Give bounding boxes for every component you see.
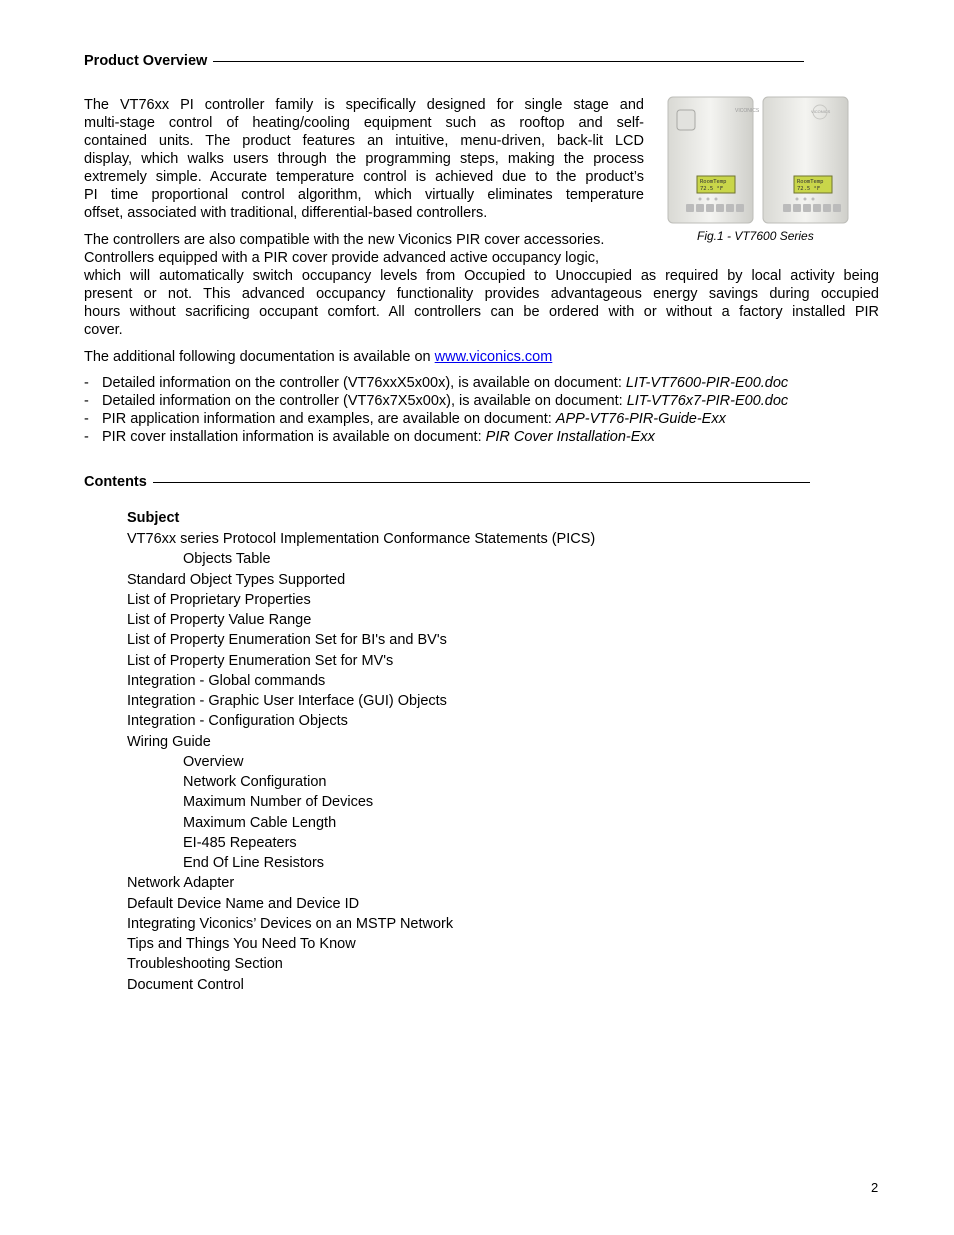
list-dash: - <box>84 411 89 427</box>
paragraph-line: contained units. The product features an intuitive, menu-driven, back-lit LCD <box>84 133 644 149</box>
contents-subject: Subject <box>127 510 180 526</box>
contents-item: List of Proprietary Properties <box>127 591 311 608</box>
contents-subitem: Objects Table <box>183 551 271 568</box>
doc-description: PIR cover installation information is available on document: <box>102 429 486 445</box>
svg-text:RoomTemp: RoomTemp <box>700 179 727 185</box>
doc-description: Detailed information on the controller (VT76x7X5x00x), is available on document: <box>102 393 627 409</box>
figure-caption: Fig.1 - VT7600 Series <box>697 229 814 243</box>
contents-item: Network Adapter <box>127 875 235 892</box>
list-dash: - <box>84 375 89 391</box>
paragraph-line: which will automatically switch occupancy levels from Occupied to Unoccupied as required by local activity being <box>84 268 879 284</box>
doc-name: LIT-VT76x7-PIR-E00.doc <box>626 393 789 409</box>
brand-logo-2: VICONICS <box>811 109 831 114</box>
contents-item: List of Property Enumeration Set for BI's and BV's <box>127 632 447 649</box>
contents-subitem: End Of Line Resistors <box>183 855 325 871</box>
svg-text:72.5 °F: 72.5 °F <box>700 186 724 192</box>
contents-item: Default Device Name and Device ID <box>127 895 360 912</box>
contents-subitem: Network Configuration <box>183 774 327 790</box>
contents-list <box>127 508 595 995</box>
paragraph-line: cover. <box>84 322 123 338</box>
product-overview-title: Product Overview <box>84 53 208 69</box>
doc-name: PIR Cover Installation-Exx <box>485 429 655 445</box>
contents-item: Integrating Viconics’ Devices on an MSTP Network <box>127 915 454 932</box>
contents-subitem: Maximum Cable Length <box>183 814 337 831</box>
doc-description: PIR application information and examples, are available on document: <box>102 411 556 427</box>
paragraph-line: multi-stage control of heating/cooling equipment such as rooftop and self- <box>84 115 644 131</box>
doc-list-item <box>84 428 788 446</box>
heading-rule <box>153 482 810 483</box>
paragraph-line: Controllers equipped with a PIR cover provide advanced active occupancy logic, <box>84 250 600 266</box>
contents-subitem: Overview <box>183 753 244 770</box>
viconics-link[interactable]: www.viconics.com <box>434 349 553 365</box>
contents-item: List of Property Value Range <box>127 612 312 628</box>
contents-item: Tips and Things You Need To Know <box>127 936 356 952</box>
brand-logo-1: VICONICS <box>735 108 760 114</box>
contents-item: Standard Object Types Supported <box>127 571 346 588</box>
svg-text:RoomTemp: RoomTemp <box>797 179 824 185</box>
contents-item: Integration - Graphic User Interface (GUI) Objects <box>127 693 447 709</box>
contents-item: Troubleshooting Section <box>127 956 283 973</box>
list-dash: - <box>84 429 89 445</box>
contents-heading <box>84 474 810 490</box>
doc-list-item <box>84 392 788 410</box>
contents-subitem: Maximum Number of Devices <box>183 794 374 811</box>
contents-subitem: EI-485 Repeaters <box>183 834 297 851</box>
paragraph-line: present or not. This advanced occupancy functionality provides advantageous energy savings during occupied <box>84 286 879 302</box>
thermostat-image <box>667 96 849 224</box>
paragraph-line: The VT76xx PI controller family is specifically designed for single stage and <box>84 97 644 113</box>
contents-item: Wiring Guide <box>127 733 211 750</box>
doc-description: Detailed information on the controller (VT76xxX5x00x), is available on document: <box>102 375 626 391</box>
pir-sensor <box>677 110 695 130</box>
doc-name: LIT-VT7600-PIR-E00.doc <box>625 375 789 391</box>
product-overview-heading <box>84 53 804 69</box>
documentation-list <box>84 374 788 446</box>
svg-text:72.5 °F: 72.5 °F <box>797 186 821 192</box>
list-dash: - <box>84 393 89 409</box>
contents-item: List of Property Enumeration Set for MV's <box>127 652 394 669</box>
paragraph-line: offset, associated with traditional, differential-based controllers. <box>84 205 488 221</box>
doc-list-item <box>84 374 788 392</box>
pir-paragraph <box>84 231 879 339</box>
product-figure <box>667 96 849 224</box>
doc-name: APP-VT76-PIR-Guide-Exx <box>555 411 726 427</box>
contents-item: Integration - Configuration Objects <box>127 713 348 730</box>
paragraph-line: PI time proportional control algorithm, which virtually eliminates temperature <box>84 187 644 203</box>
paragraph-line: extremely simple. Accurate temperature control is achieved due to the product’s <box>84 169 644 185</box>
doc-list-item <box>84 410 788 428</box>
paragraph-line: The controllers are also compatible with the new Viconics PIR cover accessories. <box>84 232 605 248</box>
docs-intro: The additional following documentation is available on www.viconics.com <box>84 349 553 365</box>
paragraph-line: hours without sacrificing occupant comfort. All controllers can be ordered with or without a factory installed PIR <box>84 304 879 320</box>
paragraph-line: display, which walks users through the programming steps, making the process <box>84 151 644 167</box>
contents-item: VT76xx series Protocol Implementation Conformance Statements (PICS) <box>127 531 596 547</box>
intro-paragraph <box>84 96 644 222</box>
contents-item: Integration - Global commands <box>127 672 326 689</box>
contents-title: Contents <box>84 474 147 490</box>
contents-item: Document Control <box>127 976 244 993</box>
heading-rule <box>213 61 804 62</box>
page-number: 2 <box>871 1180 879 1195</box>
